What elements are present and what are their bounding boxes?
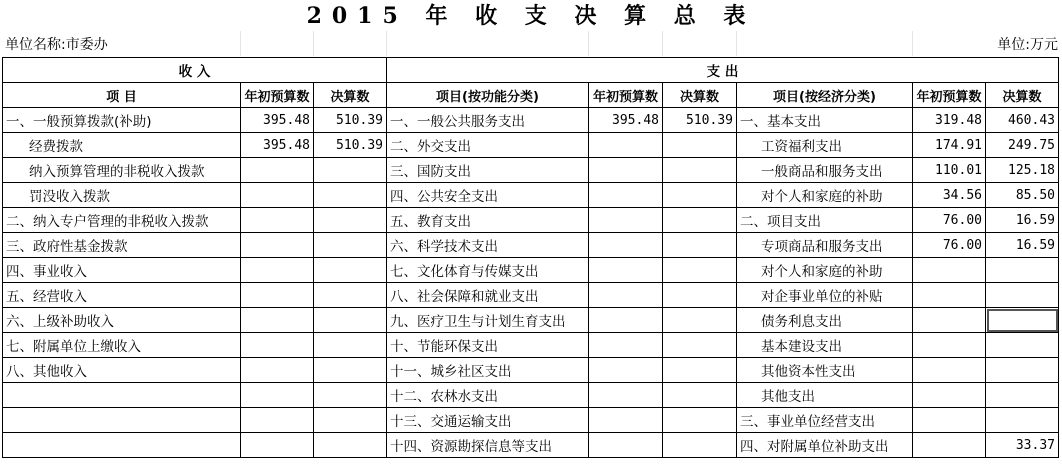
func-item-cell[interactable]: 五、教育支出 [387, 208, 589, 233]
econ-item-cell[interactable]: 专项商品和服务支出 [737, 233, 913, 258]
func-budget-cell[interactable] [589, 308, 663, 333]
table-row [3, 433, 1059, 458]
func-budget-cell[interactable] [589, 433, 663, 458]
func-item-cell[interactable]: 八、社会保障和就业支出 [387, 283, 589, 308]
income-final-cell[interactable] [314, 358, 387, 383]
gridline [240, 31, 241, 56]
func-final-cell[interactable] [663, 133, 737, 158]
summary-table [2, 57, 1059, 458]
income-budget-cell[interactable] [241, 183, 314, 208]
income-item-cell[interactable]: 八、其他收入 [3, 358, 241, 383]
income-item-cell[interactable] [3, 408, 241, 433]
econ-budget-cell[interactable] [913, 383, 986, 408]
func-budget-cell[interactable] [589, 258, 663, 283]
econ-final-cell[interactable]: 125.18 [986, 158, 1059, 183]
func-budget-cell[interactable] [589, 158, 663, 183]
econ-item-cell[interactable]: 对个人和家庭的补助 [737, 183, 913, 208]
income-final-cell[interactable]: 510.39 [314, 108, 387, 133]
income-budget-cell[interactable] [241, 283, 314, 308]
func-budget-cell[interactable] [589, 333, 663, 358]
income-item-cell[interactable]: 经费拨款 [3, 133, 241, 158]
econ-final-cell[interactable]: 16.59 [986, 233, 1059, 258]
gridline [912, 31, 913, 56]
income-final-cell[interactable] [314, 283, 387, 308]
econ-budget-cell[interactable]: 76.00 [913, 233, 986, 258]
func-final-cell[interactable] [663, 258, 737, 283]
econ-final-cell[interactable]: 33.37 [986, 433, 1059, 458]
income-item-cell[interactable]: 四、事业收入 [3, 258, 241, 283]
func-budget-cell[interactable] [589, 133, 663, 158]
func-final-cell[interactable] [663, 333, 737, 358]
income-budget-cell[interactable]: 395.48 [241, 133, 314, 158]
func-item-header[interactable]: 项目(按功能分类) [387, 83, 589, 108]
income-item-cell[interactable] [3, 383, 241, 408]
econ-item-header[interactable]: 项目(按经济分类) [737, 83, 913, 108]
econ-item-cell[interactable]: 其他资本性支出 [737, 358, 913, 383]
income-final-cell[interactable] [314, 258, 387, 283]
table-row [3, 158, 1059, 183]
income-item-cell[interactable]: 六、上级补助收入 [3, 308, 241, 333]
econ-budget-cell[interactable] [913, 433, 986, 458]
income-item-cell[interactable]: 五、经营收入 [3, 283, 241, 308]
econ-final-cell[interactable] [986, 258, 1059, 283]
econ-budget-cell[interactable]: 34.56 [913, 183, 986, 208]
econ-item-cell[interactable]: 其他支出 [737, 383, 913, 408]
func-final-cell[interactable] [663, 358, 737, 383]
econ-item-cell[interactable]: 二、项目支出 [737, 208, 913, 233]
income-item-cell[interactable]: 二、纳入专户管理的非税收入拨款 [3, 208, 241, 233]
econ-final-cell[interactable] [986, 283, 1059, 308]
econ-final-cell[interactable] [986, 408, 1059, 433]
econ-final-cell[interactable] [986, 383, 1059, 408]
func-final-cell[interactable] [663, 208, 737, 233]
income-item-header[interactable]: 项 目 [3, 83, 241, 108]
income-final-cell[interactable] [314, 183, 387, 208]
func-item-cell[interactable]: 一、一般公共服务支出 [387, 108, 589, 133]
table-row [3, 258, 1059, 283]
econ-item-cell[interactable]: 债务利息支出 [737, 308, 913, 333]
func-final-cell[interactable] [663, 433, 737, 458]
income-budget-cell[interactable] [241, 233, 314, 258]
income-budget-cell[interactable] [241, 308, 314, 333]
func-budget-cell[interactable]: 395.48 [589, 108, 663, 133]
econ-item-cell[interactable]: 工资福利支出 [737, 133, 913, 158]
func-budget-cell[interactable] [589, 233, 663, 258]
table-row [3, 408, 1059, 433]
income-item-cell[interactable]: 纳入预算管理的非税收入拨款 [3, 158, 241, 183]
income-final-cell[interactable] [314, 408, 387, 433]
unit-name-label: 单位名称:市委办 [5, 37, 108, 53]
income-budget-cell[interactable]: 395.48 [241, 108, 314, 133]
table-row [3, 383, 1059, 408]
income-final-cell[interactable] [314, 383, 387, 408]
econ-budget-cell[interactable]: 174.91 [913, 133, 986, 158]
gridline [736, 31, 737, 56]
income-budget-cell[interactable] [241, 383, 314, 408]
income-budget-cell[interactable] [241, 158, 314, 183]
income-final-cell[interactable] [314, 233, 387, 258]
func-budget-cell[interactable] [589, 408, 663, 433]
func-final-header[interactable]: 决算数 [663, 83, 737, 108]
income-final-header[interactable]: 决算数 [314, 83, 387, 108]
func-final-cell[interactable]: 510.39 [663, 108, 737, 133]
func-final-cell[interactable] [663, 308, 737, 333]
econ-item-cell[interactable]: 四、对附属单位补助支出 [737, 433, 913, 458]
income-final-cell[interactable] [314, 158, 387, 183]
econ-final-cell[interactable]: 460.43 [986, 108, 1059, 133]
table-row [3, 333, 1059, 358]
table-row [3, 108, 1059, 133]
econ-budget-cell[interactable]: 110.01 [913, 158, 986, 183]
econ-final-cell[interactable] [986, 358, 1059, 383]
income-budget-cell[interactable] [241, 258, 314, 283]
table-row [3, 233, 1059, 258]
func-final-cell[interactable] [663, 183, 737, 208]
sheet-title: 2015 年 收 支 决 算 总 表 [306, 3, 756, 29]
func-final-cell[interactable] [663, 283, 737, 308]
income-budget-cell[interactable] [241, 433, 314, 458]
income-item-cell[interactable]: 七、附属单位上缴收入 [3, 333, 241, 358]
table-row [3, 308, 1059, 333]
econ-budget-cell[interactable] [913, 358, 986, 383]
income-budget-cell[interactable] [241, 358, 314, 383]
func-final-cell[interactable] [663, 158, 737, 183]
econ-item-cell[interactable]: 三、事业单位经营支出 [737, 408, 913, 433]
header-row-sub [3, 83, 1059, 108]
income-budget-cell[interactable] [241, 208, 314, 233]
expense-header[interactable]: 支 出 [387, 58, 1059, 83]
income-final-cell[interactable] [314, 333, 387, 358]
econ-budget-cell[interactable] [913, 333, 986, 358]
func-item-cell[interactable]: 十四、资源勘探信息等支出 [387, 433, 589, 458]
income-item-cell[interactable]: 三、政府性基金拨款 [3, 233, 241, 258]
func-budget-cell[interactable] [589, 383, 663, 408]
unit-currency-label: 单位:万元 [997, 37, 1058, 53]
econ-item-cell[interactable]: 基本建设支出 [737, 333, 913, 358]
func-item-cell[interactable]: 三、国防支出 [387, 158, 589, 183]
econ-final-header[interactable]: 决算数 [986, 83, 1059, 108]
income-item-cell[interactable]: 罚没收入拨款 [3, 183, 241, 208]
income-header[interactable]: 收 入 [3, 58, 387, 83]
func-budget-cell[interactable] [589, 183, 663, 208]
income-budget-cell[interactable] [241, 408, 314, 433]
econ-item-cell[interactable]: 对个人和家庭的补助 [737, 258, 913, 283]
income-final-cell[interactable] [314, 308, 387, 333]
econ-budget-cell[interactable] [913, 408, 986, 433]
econ-final-cell[interactable] [986, 333, 1059, 358]
econ-budget-cell[interactable] [913, 283, 986, 308]
econ-budget-cell[interactable]: 76.00 [913, 208, 986, 233]
econ-final-cell[interactable]: 16.59 [986, 208, 1059, 233]
func-item-cell[interactable]: 二、外交支出 [387, 133, 589, 158]
table-row [3, 208, 1059, 233]
func-budget-header[interactable]: 年初预算数 [589, 83, 663, 108]
table-row [3, 183, 1059, 208]
header-row-main [3, 58, 1059, 83]
econ-budget-cell[interactable]: 319.48 [913, 108, 986, 133]
table-row [3, 283, 1059, 308]
func-budget-cell[interactable] [589, 358, 663, 383]
econ-budget-cell[interactable] [913, 258, 986, 283]
income-item-cell[interactable] [3, 433, 241, 458]
func-item-cell[interactable]: 十一、城乡社区支出 [387, 358, 589, 383]
func-final-cell[interactable] [663, 233, 737, 258]
income-final-cell[interactable]: 510.39 [314, 133, 387, 158]
func-item-cell[interactable]: 七、文化体育与传媒支出 [387, 258, 589, 283]
econ-item-cell[interactable]: 对企事业单位的补贴 [737, 283, 913, 308]
gridline [313, 31, 314, 56]
econ-final-cell[interactable]: 85.50 [986, 183, 1059, 208]
econ-item-cell[interactable]: 一般商品和服务支出 [737, 158, 913, 183]
income-final-cell[interactable] [314, 208, 387, 233]
income-budget-header[interactable]: 年初预算数 [241, 83, 314, 108]
income-final-cell[interactable] [314, 433, 387, 458]
econ-budget-header[interactable]: 年初预算数 [913, 83, 986, 108]
gridline [588, 31, 589, 56]
econ-final-cell[interactable] [986, 308, 1059, 333]
func-item-cell[interactable]: 十、节能环保支出 [387, 333, 589, 358]
func-budget-cell[interactable] [589, 208, 663, 233]
table-row [3, 358, 1059, 383]
func-item-cell[interactable]: 六、科学技术支出 [387, 233, 589, 258]
table-row [3, 133, 1059, 158]
func-item-cell[interactable]: 九、医疗卫生与计划生育支出 [387, 308, 589, 333]
econ-item-cell[interactable]: 一、基本支出 [737, 108, 913, 133]
func-final-cell[interactable] [663, 383, 737, 408]
func-item-cell[interactable]: 十二、农林水支出 [387, 383, 589, 408]
gridline [662, 31, 663, 56]
func-item-cell[interactable]: 四、公共安全支出 [387, 183, 589, 208]
econ-final-cell[interactable]: 249.75 [986, 133, 1059, 158]
func-final-cell[interactable] [663, 408, 737, 433]
econ-budget-cell[interactable] [913, 308, 986, 333]
income-item-cell[interactable]: 一、一般预算拨款(补助) [3, 108, 241, 133]
income-budget-cell[interactable] [241, 333, 314, 358]
unit-row [0, 31, 1062, 55]
gridline [386, 31, 387, 56]
func-budget-cell[interactable] [589, 283, 663, 308]
func-item-cell[interactable]: 十三、交通运输支出 [387, 408, 589, 433]
